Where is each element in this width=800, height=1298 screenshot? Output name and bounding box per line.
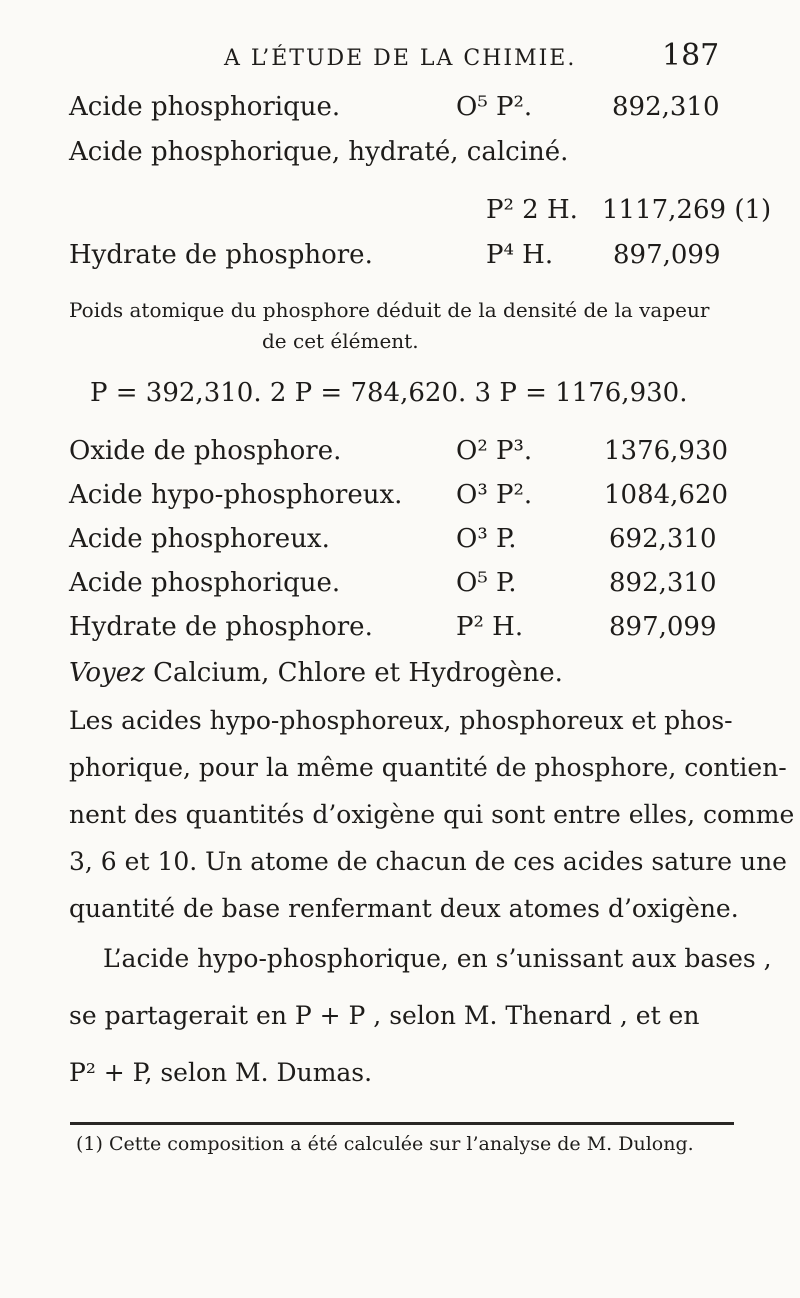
footnote-divider [70,1122,734,1125]
entry-formula: P² 2 H. [486,195,578,225]
entry-formula: P⁴ H. [486,240,554,270]
table-row-formula: O⁵ P. [456,568,517,598]
entry-name: Acide phosphorique. [69,92,341,122]
table-row-value: 897,099 [609,612,717,642]
paragraph-line: quantité de base renfermant deux atomes d’oxigène. [69,894,739,923]
paragraph-line: phorique, pour la même quantité de phosphore, contien- [69,753,787,782]
section-heading-continued: de cet élément. [262,329,419,353]
entry-name: Hydrate de phosphore. [69,240,373,270]
table-row-name: Acide phosphorique. [69,568,341,598]
paragraph-line: nent des quantités d’oxigène qui sont entre elles, comme [69,800,795,829]
entry-value: 892,310 [612,92,720,122]
table-row-name: Acide phosphoreux. [69,524,330,554]
entry-name: Acide phosphorique, hydraté, calciné. [69,137,569,167]
paragraph-line: Les acides hypo-phosphoreux, phosphoreux et phos- [69,706,733,735]
table-row-name: Hydrate de phosphore. [69,612,373,642]
table-row-value: 692,310 [609,524,717,554]
see-also-text: Calcium, Chlore et Hydrogène. [153,658,563,688]
entry-value: 897,099 [613,240,721,270]
running-title: A L’ÉTUDE DE LA CHIMIE. [224,46,577,71]
page-number: 187 [662,38,720,73]
paragraph-line: L’acide hypo-phosphorique, en s’unissant aux bases , [103,944,772,973]
see-also-label: Voyez [69,658,145,688]
paragraph-line: P² + P, selon M. Dumas. [69,1058,373,1087]
entry-value: 1117,269 (1) [602,195,772,225]
table-row-value: 892,310 [609,568,717,598]
section-heading: Poids atomique du phosphore déduit de la densité de la vapeur [69,298,710,322]
table-row-formula: P² H. [456,612,524,642]
table-row-value: 1376,930 [604,436,729,466]
table-row-value: 1084,620 [604,480,729,510]
table-row-formula: O³ P. [456,524,517,554]
table-row-formula: O² P³. [456,436,533,466]
equation-line: P = 392,310. 2 P = 784,620. 3 P = 1176,930. [90,378,688,408]
table-row-formula: O³ P². [456,480,533,510]
paragraph-line: 3, 6 et 10. Un atome de chacun de ces acides sature une [69,847,787,876]
entry-formula: O⁵ P². [456,92,533,122]
see-also [69,658,563,688]
paragraph-line: se partagerait en P + P , selon M. Thenard , et en [69,1001,700,1030]
table-row-name: Acide hypo-phosphoreux. [69,480,403,510]
footnote: (1) Cette composition a été calculée sur l’analyse de M. Dulong. [76,1133,694,1155]
table-row-name: Oxide de phosphore. [69,436,342,466]
